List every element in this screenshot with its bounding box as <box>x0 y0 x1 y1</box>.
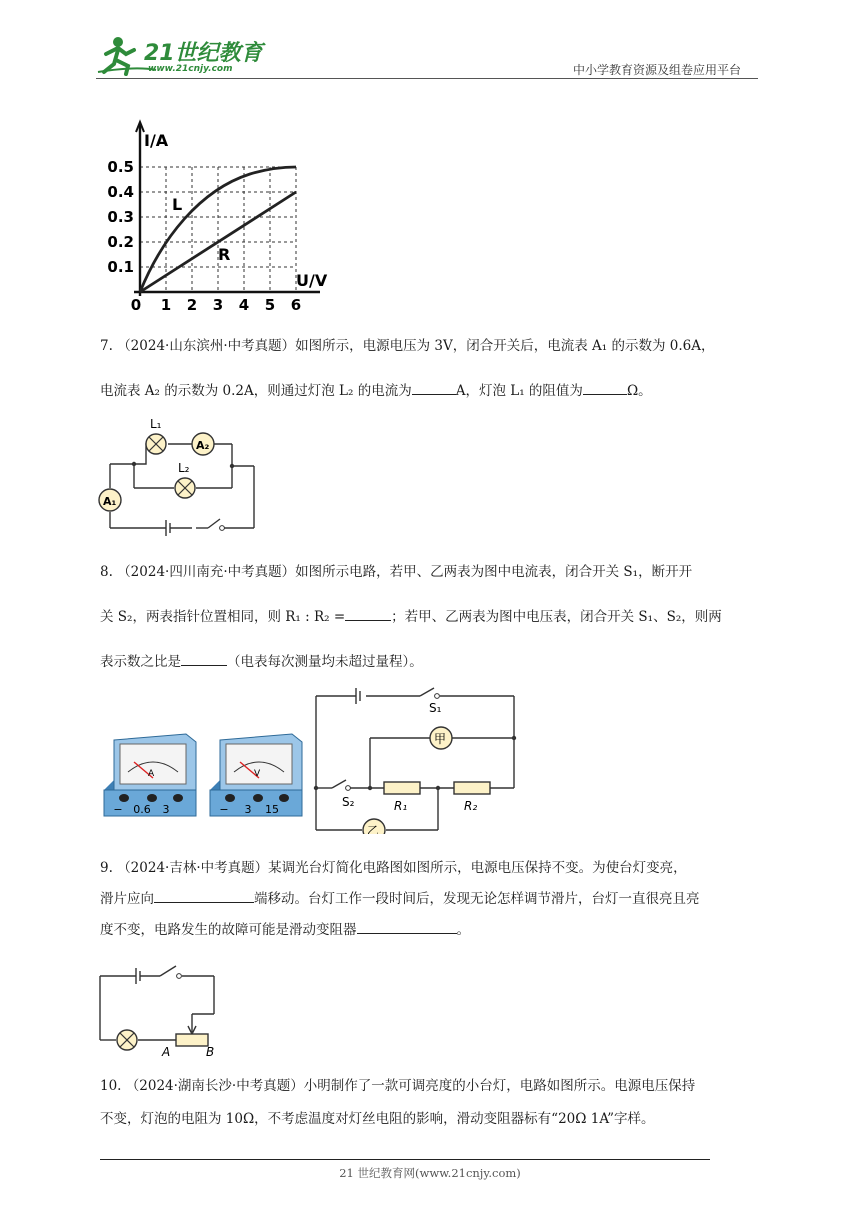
label-r2: R₂ <box>464 799 478 813</box>
ammeter-terminal: 3 <box>162 803 170 816</box>
logo-url: www.21cnjy.com <box>148 64 233 74</box>
x-tick: 0 <box>130 296 142 314</box>
rheostat-icon <box>176 1034 208 1046</box>
q8-line1: 8. （2024·四川南充·中考真题）如图所示电路，若甲、乙两表为图中电流表，闭合开关 S₁，断开开 <box>100 564 693 580</box>
voltmeter-terminal: 15 <box>265 803 279 816</box>
q7-source: （2024·山东滨州·中考真题） <box>117 338 296 354</box>
x-tick: 1 <box>160 296 172 314</box>
label-a2: A₂ <box>196 439 210 452</box>
question-9 <box>100 856 770 943</box>
ammeter-terminal: − <box>113 803 123 816</box>
x-tick: 5 <box>264 296 276 314</box>
q8-line3: 表示数之比是 （电表每次测量均未超过量程）。 <box>100 650 770 675</box>
q8-number: 8. <box>100 564 113 580</box>
x-axis-label: U/V <box>296 271 328 290</box>
ammeter-unit: A <box>148 769 155 779</box>
answer-blank[interactable] <box>345 606 391 621</box>
curve-l-label: L <box>172 195 183 214</box>
iu-graph <box>100 118 340 314</box>
q9-source: （2024·吉林·中考真题） <box>117 860 269 876</box>
q10-line2: 不变，灯泡的电阻为 10Ω，不考虑温度对灯丝电阻的影响，滑动变阻器标有“20Ω 1A”字样。 <box>100 1111 655 1127</box>
label-r1: R₁ <box>394 799 408 813</box>
header-rule <box>96 78 758 79</box>
voltmeter-picture <box>206 732 306 818</box>
logo-text: 21世纪教育 <box>144 41 263 66</box>
lamp-l1-icon <box>146 434 166 454</box>
footer-text: 21 世纪教育网(www.21cnjy.com) <box>339 1166 521 1180</box>
label-s2: S₂ <box>342 795 355 809</box>
x-tick: 3 <box>212 296 224 314</box>
y-tick: 0.4 <box>107 183 134 201</box>
q8-line2: 关 S₂，两表指针位置相同，则 R₁ : R₂ = ；若甲、乙两表为图中电压表，闭合开关 S₁、S₂，则两 <box>100 605 770 630</box>
answer-blank[interactable] <box>412 380 456 395</box>
y-tick: 0.1 <box>107 258 134 276</box>
answer-blank[interactable] <box>583 380 627 395</box>
x-tick: 6 <box>290 296 302 314</box>
q9-line3: 度不变，电路发生的故障可能是滑动变阻器 。 <box>100 918 770 943</box>
label-jia: 甲 <box>434 732 447 746</box>
label-s1: S₁ <box>429 701 442 715</box>
q7-circuit-diagram <box>96 414 266 538</box>
voltmeter-unit: V <box>254 769 261 779</box>
label-a1: A₁ <box>103 495 117 508</box>
x-tick: 2 <box>186 296 198 314</box>
question-10 <box>100 1074 770 1132</box>
voltmeter-terminal: − <box>219 803 229 816</box>
lamp-l2-icon <box>175 478 195 498</box>
q8-source: （2024·四川南充·中考真题） <box>117 564 296 580</box>
q7-line2: 电流表 A₂ 的示数为 0.2A，则通过灯泡 L₂ 的电流为 A，灯泡 L₁ 的阻值为 Ω。 <box>100 379 770 404</box>
resistor-r2-icon <box>454 782 490 794</box>
q10-number: 10. <box>100 1078 122 1094</box>
question-8 <box>100 560 770 675</box>
q9-circuit-diagram <box>96 960 236 1060</box>
footer-rule <box>100 1159 710 1160</box>
y-axis-label: I/A <box>144 131 169 150</box>
label-yi: 乙 <box>367 824 380 834</box>
answer-blank[interactable] <box>357 919 457 934</box>
y-tick: 0.3 <box>107 208 134 226</box>
answer-blank[interactable] <box>154 888 254 903</box>
q9-line1: 9. （2024·吉林·中考真题）某调光台灯简化电路图如图所示，电源电压保持不变。为使台灯变亮， <box>100 860 687 876</box>
q8-circuit-diagram <box>310 682 522 834</box>
voltmeter-terminal: 3 <box>244 803 252 816</box>
q7-text: 如图所示，电源电压为 3V，闭合开关后，电流表 A₁ 的示数为 0.6A， <box>295 338 715 354</box>
header-platform: 中小学教育资源及组卷应用平台 <box>573 63 742 77</box>
lamp-icon <box>117 1030 137 1050</box>
q7-line1 <box>100 334 770 359</box>
y-tick: 0.2 <box>107 233 134 251</box>
ammeter-terminal: 0.6 <box>133 803 151 816</box>
answer-blank[interactable] <box>181 651 227 666</box>
question-7 <box>100 334 770 404</box>
q7-number: 7. <box>100 338 113 354</box>
header-logo <box>96 32 266 78</box>
q10-line1: 10. （2024·湖南长沙·中考真题）小明制作了一款可调亮度的小台灯，电路如图所示。电源电压保持 <box>100 1078 696 1094</box>
q9-number: 9. <box>100 860 113 876</box>
label-b: B <box>206 1045 215 1059</box>
q10-source: （2024·湖南长沙·中考真题） <box>125 1078 304 1094</box>
y-tick: 0.5 <box>107 158 134 176</box>
x-tick: 4 <box>238 296 250 314</box>
resistor-r1-icon <box>384 782 420 794</box>
label-l2: L₂ <box>178 461 190 475</box>
curve-r-label: R <box>218 245 231 264</box>
ammeter-picture <box>100 732 200 818</box>
label-a: A <box>162 1045 171 1059</box>
q9-line2: 滑片应向 端移动。台灯工作一段时间后，发现无论怎样调节滑片，台灯一直很亮且亮 <box>100 887 770 912</box>
label-l1: L₁ <box>150 417 162 431</box>
